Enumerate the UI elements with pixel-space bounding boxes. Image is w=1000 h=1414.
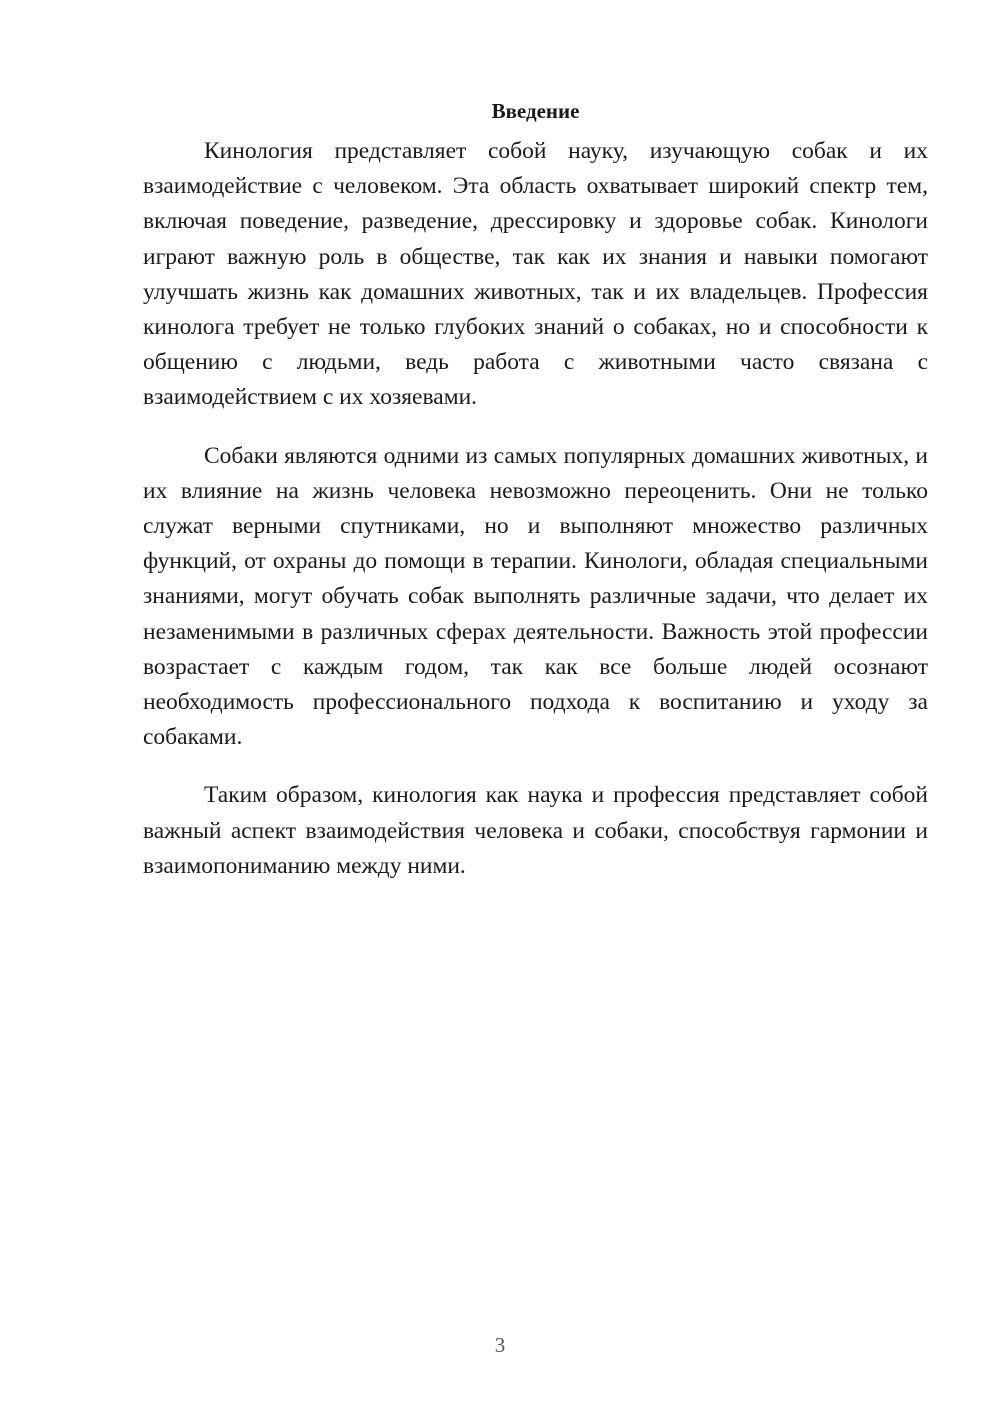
page-number: 3	[494, 1333, 506, 1357]
paragraph-1: Кинология представляет собой науку, изучающую собак и их взаимодействие с человеком. Эта область охватывает широкий спектр тем, включая поведение, разведение, дрессировку и здоровье собак. Кинологи играют важную роль в обществе, так как их знания и навыки помогают улучшать жизнь как домашних животных, так и их владельцев. Профессия кинолога требует не только глубоких знаний о собаках, но и способности к общению с людьми, ведь работа с животными часто связана с взаимодействием с их хозяевами.	[143, 138, 928, 411]
paragraph-3: Таким образом, кинология как наука и профессия представляет собой важный аспект взаимодействия человека и собаки, способствуя гармонии и взаимопониманию между ними.	[143, 782, 928, 879]
page-title: Введение	[491, 99, 580, 123]
page-content	[143, 94, 928, 907]
paragraph-2: Собаки являются одними из самых популярных домашних животных, и их влияние на жизнь человека невозможно переоценить. Они не только служат верными спутниками, но и выполняют множество различных функций, от охраны до помощи в терапии. Кинологи, обладая специальными знаниями, могут обучать собак выполнять различные задачи, что делает их незаменимыми в различных сферах деятельности. Важность этой профессии возрастает с каждым годом, так как все больше людей осознают необходимость профессионального подхода к воспитанию и уходу за собаками.	[143, 442, 928, 751]
